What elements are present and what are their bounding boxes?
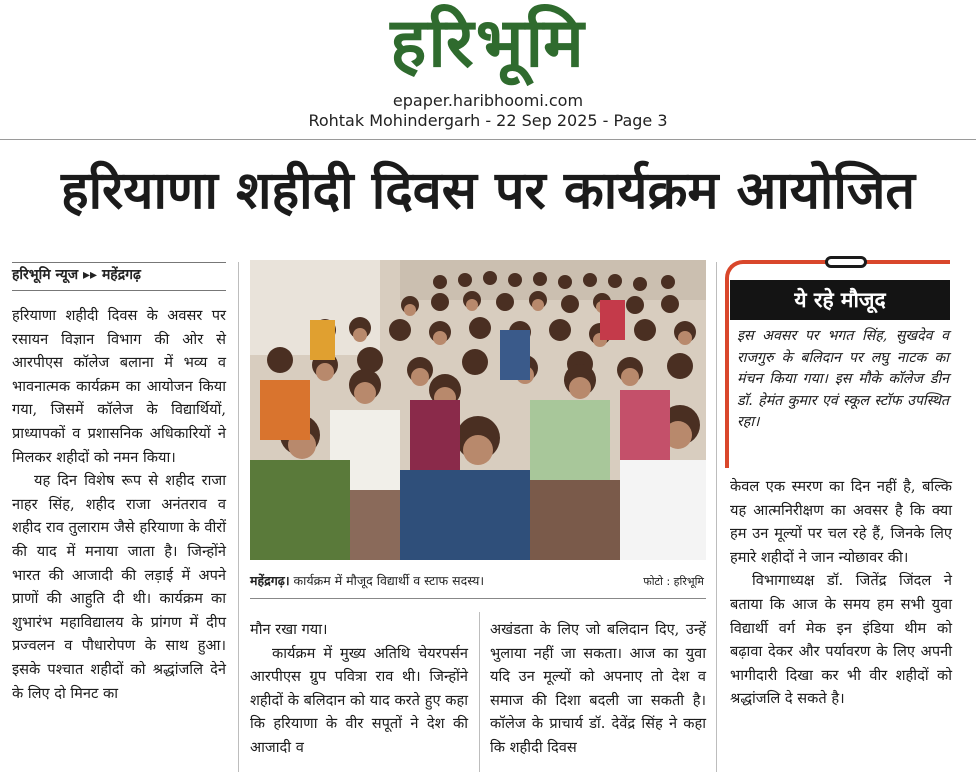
article-column-4 [730, 475, 952, 711]
haribhoomi-logo [0, 2, 976, 86]
column-divider [716, 262, 717, 772]
column1-paragraph-1: हरियाणा शहीदी दिवस के अवसर पर रसायन विज्ञान विभाग की ओर से आरपीएस कॉलेज बलाना में भव्य व भावनात्मक कार्यक्रम का आयोजन किया गया, जिसमें कॉलेज के विद्यार्थियों, प्राध्यापकों व प्रशासनिक अधिकारियों ने मिलकर शहीदों को नमन किया। [12, 307, 226, 466]
column-divider [479, 612, 480, 772]
photo-caption [250, 572, 706, 589]
column1-paragraph-2: यह दिन विशेष रूप से शहीद राजा नाहर सिंह, शहीद राजा अनंतराव व शहीद राव तुलाराम जैसे हरियाणा के वीरों की याद में मनाया जाता है। जिन्होंने भारत की आजादी की लड़ाई में अपने प्राणों की आहुति दी थी। कार्यक्रम का शुभारंभ महाविद्यालय के प्रांगण में दीप प्रज्वलन व पौधारोपण के साथ हुआ। इसके पश्चात शहीदों को श्रद्धांजलि देने के लिए दो मिनट का [12, 472, 226, 702]
logo-text: हरिभूमि [390, 4, 586, 83]
audience-photo-illustration [250, 260, 706, 560]
caption-divider [250, 598, 706, 599]
sidebar-box-header: ये रहे मौजूद [730, 280, 950, 320]
caption-place: महेंद्रगढ़। [250, 573, 290, 588]
column-divider [238, 262, 239, 772]
photo-credit: फोटो : हरिभूमि [643, 575, 704, 588]
column3-paragraph-1: अखंडता के लिए जो बलिदान दिए, उन्हें भुलाया नहीं जा सकता। आज का युवा यदि उन मूल्यों को अपनाए तो देश व समाज की दिशा बदली जा सकती है। कॉलेज के प्राचार्य डॉ. देवेंद्र सिंह ने कहा कि शहीदी दिवस [490, 621, 706, 756]
sidebar-box-ornament [825, 256, 867, 268]
masthead [0, 0, 976, 140]
epaper-url: epaper.haribhoomi.com [392, 91, 584, 110]
article-headline: हरियाणा शहीदी दिवस पर कार्यक्रम आयोजित [60, 161, 916, 221]
column4-paragraph-1: केवल एक स्मरण का दिन नहीं है, बल्कि यह आत्मनिरीक्षण का अवसर है कि क्या हम उन मूल्यों पर चल रहे हैं, जिनके लिए हमारे शहीदों ने जान न्योछावर की। [730, 478, 952, 566]
sidebar-box-body: इस अवसर पर भगत सिंह, सुखदेव व राजगुरु के बलिदान पर लघु नाटक का मंचन किया गया। इस मौके कॉलेज डीन डॉ. हेमंत कुमार एवं स्कूल स्टॉफ उपस्थित रहा। [737, 328, 949, 430]
dateline-divider [12, 290, 226, 291]
article-column-3 [490, 618, 706, 760]
article-column-2 [250, 618, 468, 760]
caption-text: कार्यक्रम में मौजूद विद्यार्थी व स्टाफ सदस्य। [289, 573, 485, 588]
column2-paragraph-1: मौन रखा गया। [250, 621, 328, 638]
column2-paragraph-2: कार्यक्रम में मुख्य अतिथि चेयरपर्सन आरपीएस ग्रुप पवित्रा राव थी। जिन्होंने शहीदों के बलिदान को याद करते हुए कहा कि हरियाणा के वीर सपूतों ने देश की आजादी व [250, 644, 468, 756]
news-photo [250, 260, 706, 560]
column4-paragraph-2: विभागाध्यक्ष डॉ. जितेंद्र जिंदल ने बताया कि आज के समय हम सभी युवा विद्यार्थी वर्ग मेक इन इंडिया थीम को बढ़ावा देकर और पर्यावरण के लिए अपनी भागीदारी दिखा कर भी वीर शहीदों को श्रद्धांजलि दे सकते है। [730, 572, 952, 708]
edition-info: Rohtak Mohindergarh - 22 Sep 2025 - Page 3 [308, 111, 668, 130]
masthead-divider [0, 139, 976, 140]
dateline: हरिभूमि न्यूज ▸▸ महेंद्रगढ़ [12, 262, 226, 284]
sidebar-box [725, 258, 950, 468]
article-column-1 [12, 304, 226, 705]
